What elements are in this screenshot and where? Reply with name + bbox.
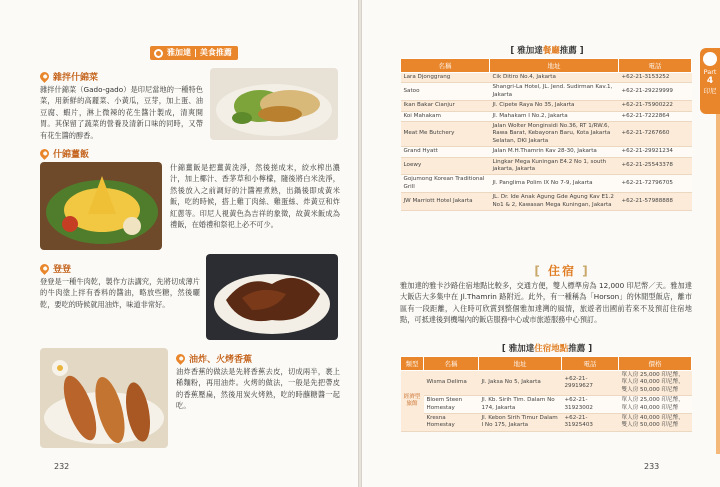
tab-part: Part (703, 68, 717, 76)
map-pin-icon (38, 262, 51, 275)
cell-price: 單人房 40,000 印尼幣，雙人房 50,000 印尼幣 (619, 414, 692, 432)
cell-address: Shangri-La Hotel, JL. Jend. Sudirman Kav.1, Jakarta (490, 83, 619, 101)
cell-address: Cik Ditiro No.4, Jakarta (490, 73, 619, 83)
cell-address: Jl. Cipete Raya No 35, Jakarta (490, 101, 619, 111)
cell-address: Lingkar Mega Kuningan E4.2 No 1, south jakarta, Jakarta (490, 157, 619, 175)
table-row (401, 101, 692, 111)
cell-name: JW Marriott Hotel Jakarta (401, 193, 490, 211)
lodging-table-title: [ 雅加達住宿地點推薦 ] (501, 344, 593, 354)
lodging-body: 雅加達的雅卡沙路住宿地點比較多，交通方便，雙人標準房為 12,000 印尼幣／天。雅加達大飯店大多集中在 Jl.Thamrin 路附近。此外，有一種稱為「Horson」的休閒型飯店，離市區有一段距離，入住時可欣賞到整個雅加達灣的風情，旅遊者出國前若來不及預訂住宿地點，可抵達後到機場內的飯店服務中心或市旅遊服務中心預訂。 (400, 281, 692, 325)
cell-address: Jalan M.H.Thamrin Kav 28-30, Jakarta (490, 147, 619, 157)
cell-name: Lara Djonggrang (401, 73, 490, 83)
table-row (401, 122, 692, 147)
nasi-kuning-photo (40, 162, 162, 250)
map-pin-icon (38, 70, 51, 83)
left-page (0, 0, 358, 487)
table-row (401, 396, 692, 414)
dendeng-image (206, 254, 338, 340)
cell-address: Jl. Panglima Polim IX No 7-9, Jakarta (490, 175, 619, 193)
page-number: 232 (54, 462, 70, 471)
table-row (401, 83, 692, 101)
cell-name: Kresna Homestay (424, 414, 479, 432)
cell-address: Jl. Mahakam I No.2, Jakarta (490, 111, 619, 121)
column-header: 電話 (562, 357, 619, 371)
table-row (401, 111, 692, 121)
restaurant-table-title: [ 雅加達餐廳推薦 ] (510, 46, 584, 56)
cell-name: Ikan Bakar Cianjur (401, 101, 490, 111)
cell-name: Satoo (401, 83, 490, 101)
gado-gado-photo (210, 68, 338, 140)
table-row (401, 147, 692, 157)
table-row (401, 157, 692, 175)
page-header: 雅加達 | 美食推薦 (150, 46, 238, 60)
fried-banana-image (40, 348, 168, 448)
tab-number: 4 (706, 76, 714, 86)
section-title: 登登 (40, 262, 71, 275)
cell-phone: +62-21-7267660 (619, 122, 692, 147)
cell-phone: +62-21-31925403 (562, 414, 619, 432)
cell-phone: +62-21-25543378 (619, 157, 692, 175)
map-pin-icon (38, 147, 51, 160)
cell-price: 單人房 25,000 印尼幣，單人房 40,000 印尼幣 (619, 396, 692, 414)
cell-name: Koi Mahakam (401, 111, 490, 121)
header-chapter: 雅加達 (167, 48, 191, 57)
cell-phone: +62-21-3153252 (619, 73, 692, 83)
section-body: 登登是一種牛肉乾，製作方法講究，先將切成薄片的牛肉塗上拌有香料的醬油，略放些糖，然後曬乾，要吃的時候就用油炸，味道非常好。 (40, 277, 200, 309)
cell-phone: +62-21-31923002 (562, 396, 619, 414)
section-title: 雜拌什錦菜 (40, 70, 98, 83)
header-dot-icon (154, 49, 163, 58)
cell-phone: +62-21-29921234 (619, 147, 692, 157)
cell-name: Grand Hyatt (401, 147, 490, 157)
cell-name: Wisma Delima (424, 371, 479, 396)
cell-address: Jl. Jaksa No 5, Jakarta (479, 371, 562, 396)
cell-name: Meat Me Butchery (401, 122, 490, 147)
cell-phone: +62-21-29229999 (619, 83, 692, 101)
chapter-side-tab[interactable] (700, 48, 720, 114)
side-bar (716, 114, 720, 454)
lodging-heading: [ 住宿 ] (534, 264, 590, 278)
section-body: 雜拌什錦菜（Gado-gado）是印尼當地的一種特色菜，用新鮮的高麗菜、小黃瓜，豆芽，加上蛋、油豆腐、蝦片，淋上微辣的花生醬汁製成，清爽開胃。其保留了蔬菜的營養及清新口味的同時，又帶有花生醬的醇香。 (40, 85, 203, 140)
column-header: 名稱 (424, 357, 479, 371)
nasi-kuning-image (40, 162, 162, 250)
page-number: 233 (644, 462, 660, 471)
section-body: 什錦薑飯是把薑黃洗淨，然後搓成末，絞水榨出濃汁，加上椰汁、香茅草和小檸檬，隨後將白米洗淨，然後放入之前調好的汁醬裡煮熟，出鍋後即成黃米飯，吃的時候，搭上雞丁肉絲、雞蛋絲、炸黃豆和炸紅蔥等。印尼人視黃色為吉祥的象徵，故黃米飯成為禮飯，在婚禮和祭祀上必不可少。 (170, 163, 340, 230)
section-title: 油炸、火烤香蕉 (176, 352, 252, 365)
cell-address: Jalan Wolter Monginsidi No.36, RT 1/RW.6, Rawa Barat, Kebayoran Baru, Kota Jakarta Selatan, DKI Jakarta (490, 122, 619, 147)
column-header: 類型 (401, 357, 424, 371)
tab-circle-icon (703, 52, 717, 66)
fried-banana-photo (40, 348, 168, 448)
cell-phone: +62-21-72796705 (619, 175, 692, 193)
cell-price: 單人房 25,000 印尼幣，單人房 40,000 印尼幣，雙人房 50,000 印尼幣 (619, 371, 692, 396)
lodging-table (400, 356, 692, 432)
dendeng-photo (206, 254, 338, 340)
header-section: 美食推薦 (199, 48, 232, 57)
table-row (401, 371, 692, 396)
table-row (401, 73, 692, 83)
restaurant-table (400, 58, 692, 211)
cell-address: Jl. Kb. Sirih Tim. Dalam No 174, Jakarta (479, 396, 562, 414)
column-header: 價格 (619, 357, 692, 371)
cell-address: Jl. Kebon Sirih Timur Dalam I No 175, Jakarta (479, 414, 562, 432)
column-header: 地址 (490, 59, 619, 73)
column-header: 名稱 (401, 59, 490, 73)
section-body: 油炸香蕉的做法是先將香蕉去皮，切成兩半，裹上稀麵粉，再用油炸。火烤的做法，一般是先把帶皮的香蕉壓扁，然後用炭火烤熟，吃的時蘸糖醬一起吃。 (176, 367, 340, 411)
cell-name: Loewy (401, 157, 490, 175)
table-row (401, 193, 692, 211)
column-header: 電話 (619, 59, 692, 73)
map-pin-icon (174, 352, 187, 365)
cell-name: Bloem Steen Homestay (424, 396, 479, 414)
table-row (401, 175, 692, 193)
table-row (401, 414, 692, 432)
cell-type: 經濟型旅館 (401, 371, 424, 432)
cell-phone: +62-21-57988888 (619, 193, 692, 211)
section-title: 什錦薑飯 (40, 147, 89, 160)
column-header: 地址 (479, 357, 562, 371)
cell-phone: +62-21-7222864 (619, 111, 692, 121)
gado-gado-image (210, 68, 338, 140)
tab-label: 印尼 (703, 87, 717, 95)
right-page (362, 0, 720, 487)
cell-phone: +62-21-29919627 (562, 371, 619, 396)
cell-address: JL. Dr. Ide Anak Agung Gde Agung Kav E1.2 No1 & 2, Kawasan Mega Kuningan, Jakarta (490, 193, 619, 211)
cell-name: Gojumong Korean Traditional Grill (401, 175, 490, 193)
cell-phone: +62-21-75900222 (619, 101, 692, 111)
